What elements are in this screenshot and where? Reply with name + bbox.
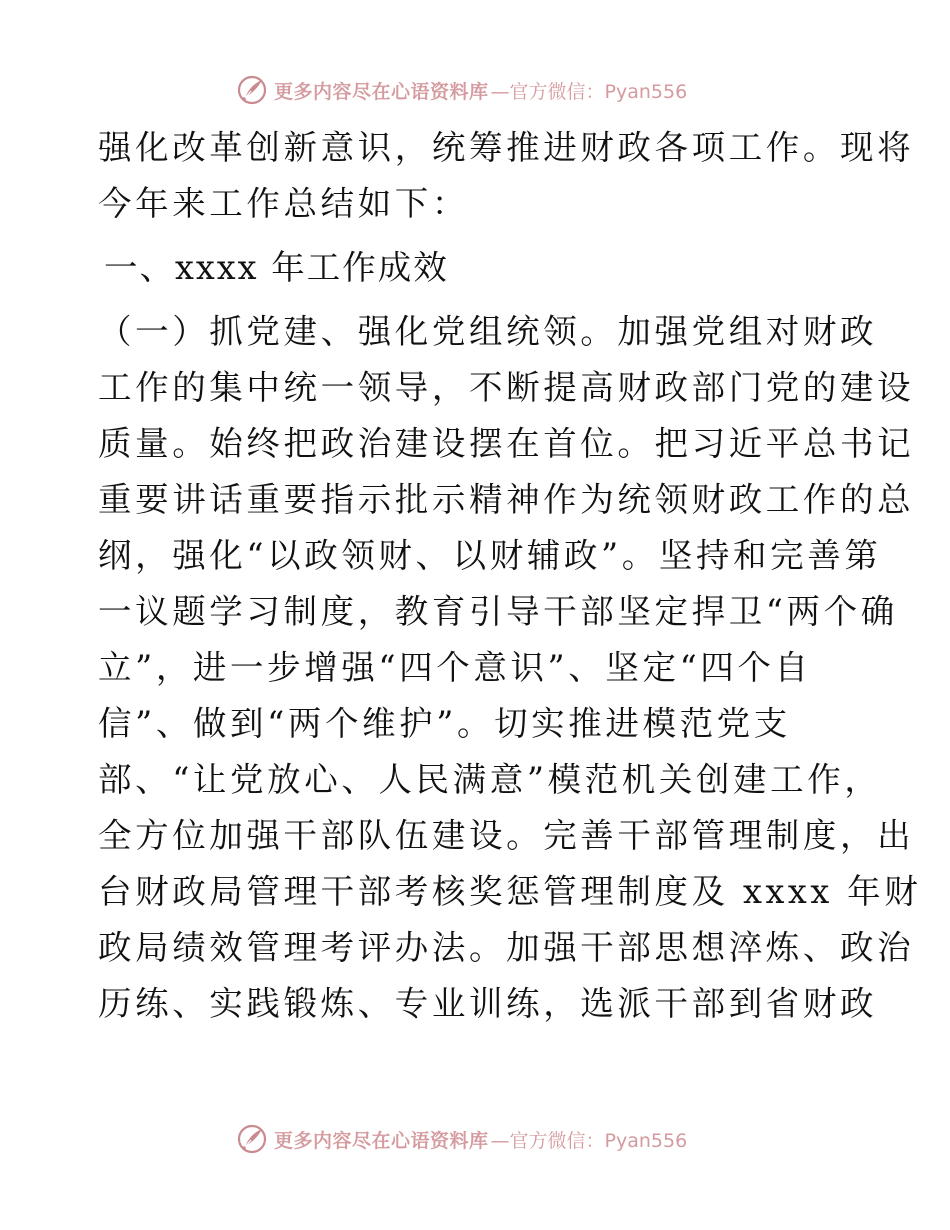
text-line: 全方位加强干部队伍建设。完善干部管理制度，出 bbox=[98, 816, 915, 855]
text-line: 立”，进一步增强“四个意识”、坚定“四个自 bbox=[98, 648, 812, 687]
section-heading bbox=[98, 240, 853, 296]
text-line: 台财政局管理干部考核奖惩管理制度及 xxxx 年财 bbox=[98, 872, 922, 911]
text-line: 强化改革创新意识，统筹推进财政各项工作。现将 bbox=[98, 128, 915, 167]
heading-line: 一、xxxx 年工作成效 bbox=[104, 248, 449, 287]
text-line: （一）抓党建、强化党组统领。加强党组对财政 bbox=[98, 312, 878, 351]
watermark-header bbox=[236, 73, 687, 107]
section-1-paragraph bbox=[98, 304, 922, 1032]
text-line: 工作的集中统一领导，不断提高财政部门党的建设 bbox=[98, 368, 915, 407]
text-line: 纲，强化“以政领财、以财辅政”。坚持和完善第 bbox=[98, 536, 882, 575]
watermark-official-account: —官方微信：Pyan556 bbox=[490, 1129, 688, 1152]
text-line: 质量。始终把政治建设摆在首位。把习近平总书记 bbox=[98, 424, 915, 463]
text-line: 今年来工作总结如下： bbox=[98, 184, 469, 223]
text-line: 部、“让党放心、人民满意”模范机关创建工作， bbox=[98, 760, 882, 799]
text-line: 历练、实践锻炼、专业训练，选派干部到省财政 bbox=[98, 984, 878, 1023]
text-line: 一议题学习制度，教育引导干部坚定捍卫“两个确 bbox=[98, 592, 898, 631]
document-body bbox=[98, 120, 922, 1032]
text-line: 重要讲话重要指示批示精神作为统领财政工作的总 bbox=[98, 480, 915, 519]
watermark-official-account: —官方微信：Pyan556 bbox=[490, 80, 688, 103]
feather-pen-logo-icon bbox=[236, 1123, 268, 1155]
watermark-brand: 更多内容尽在心语资料库 bbox=[274, 1129, 489, 1152]
text-line: 信”、做到“两个维护”。切实推进模范党支 bbox=[98, 704, 791, 743]
text-line: 政局绩效管理考评办法。加强干部思想淬炼、政治 bbox=[98, 928, 915, 967]
intro-paragraph bbox=[98, 120, 915, 232]
watermark-brand: 更多内容尽在心语资料库 bbox=[274, 80, 489, 103]
feather-pen-logo-icon bbox=[236, 74, 268, 106]
watermark-footer bbox=[236, 1122, 687, 1156]
